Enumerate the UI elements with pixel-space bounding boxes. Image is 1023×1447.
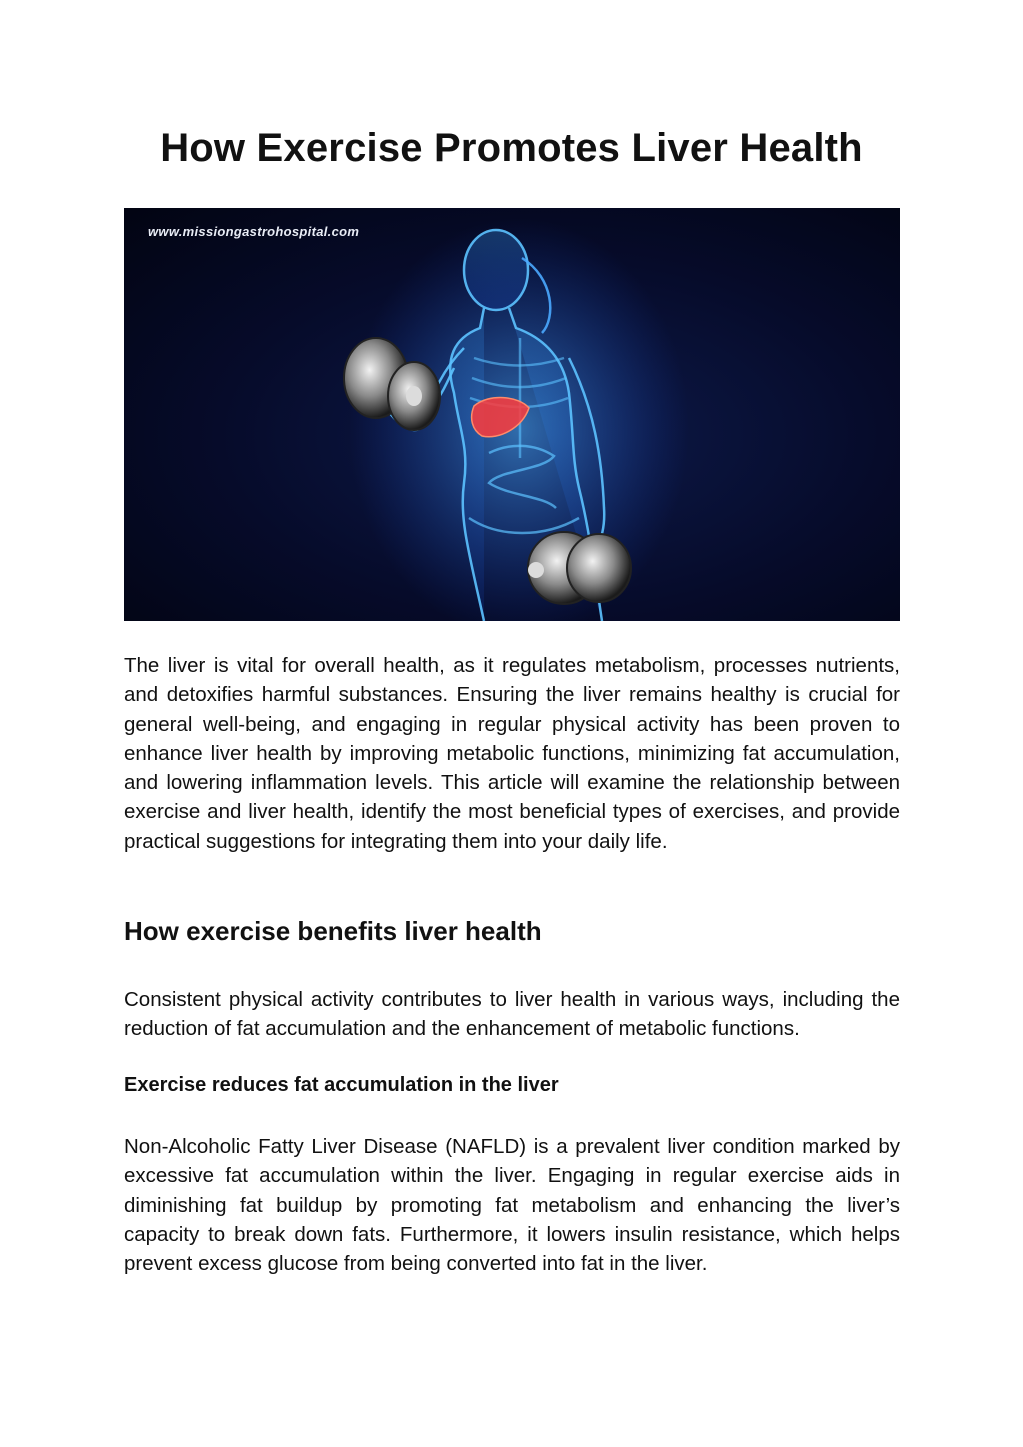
section-paragraph: Consistent physical activity contributes to liver health in various ways, including the reduction of fat accumulation and the enhancement of metabolic functions. bbox=[124, 988, 900, 1041]
subsection-paragraph: Non-Alcoholic Fatty Liver Disease (NAFLD) is a prevalent liver condition marked by excessive fat accumulation within the liver. Engaging in regular exercise aids in diminishing fat buildup by promoting fat metabolism and enhancing the liver’s capacity to break down fats. Furthermore, it lowers insulin resistance, which helps prevent excess glucose from being converted into fat in the liver. bbox=[124, 1135, 900, 1276]
anatomy-illustration bbox=[124, 208, 900, 621]
intro-paragraph: The liver is vital for overall health, as it regulates metabolism, processes nutrients, and detoxifies harmful substances. Ensuring the liver remains healthy is crucial for general well-being, and engaging in regular physical activity has been proven to enhance liver health by improving metabolic functions, minimizing fat accumulation, and lowering inflammation levels. This article will examine the relationship between exercise and liver health, identify the most beneficial types of exercises, and provide practical suggestions for integrating them into your daily life. bbox=[124, 654, 900, 853]
section-heading: How exercise benefits liver health bbox=[124, 916, 542, 946]
image-watermark: www.missiongastrohospital.com bbox=[148, 224, 360, 239]
dumbbell-lower bbox=[528, 532, 631, 604]
page-title: How Exercise Promotes Liver Health bbox=[160, 126, 863, 170]
hero-image bbox=[124, 208, 900, 621]
subsection-heading: Exercise reduces fat accumulation in the liver bbox=[124, 1074, 559, 1096]
